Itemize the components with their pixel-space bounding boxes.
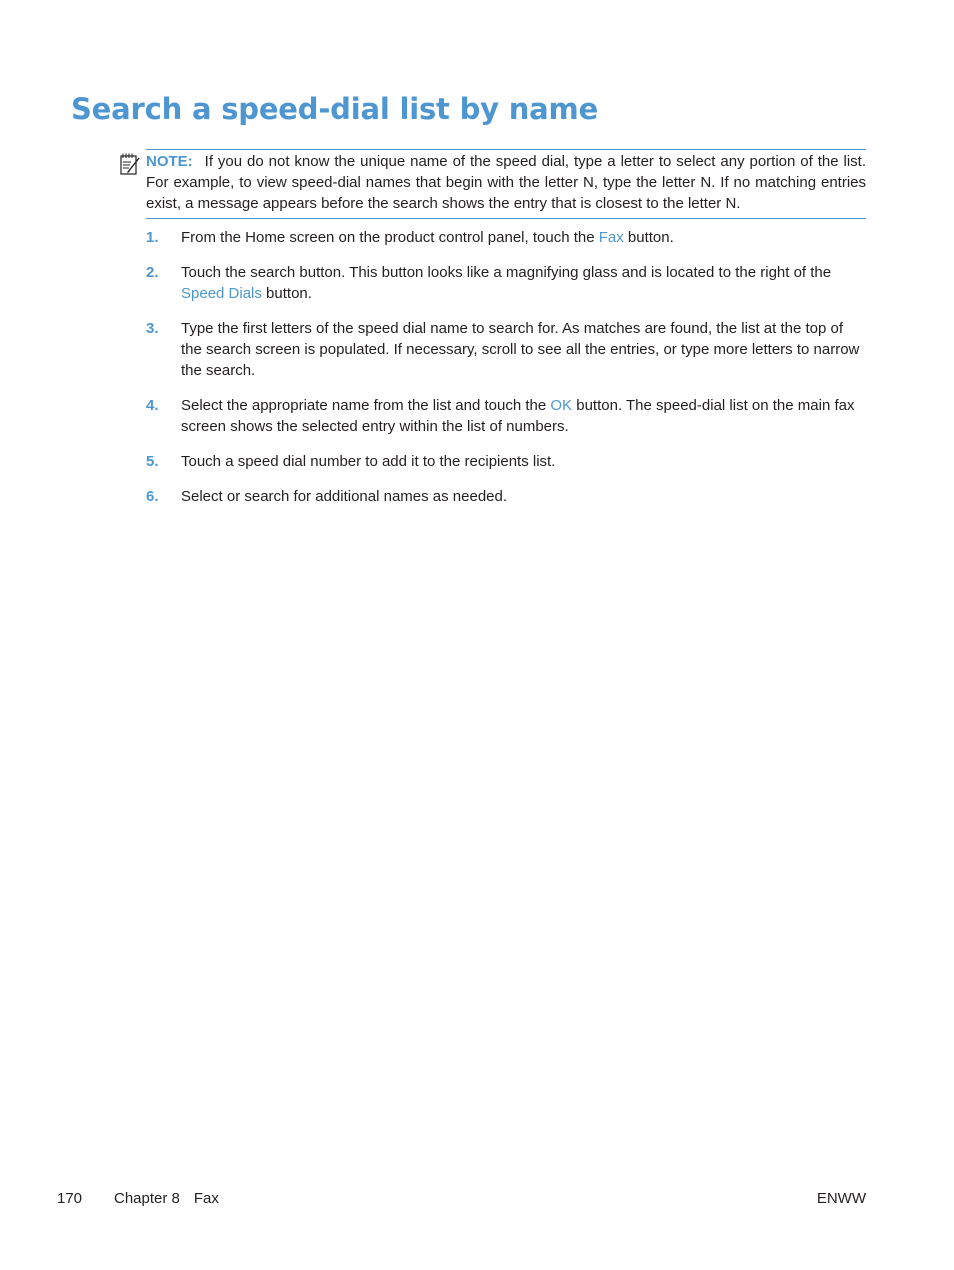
ui-term-ok: OK	[550, 397, 573, 414]
step-text: From the Home screen on the product control panel, touch the	[181, 229, 599, 246]
page-title: Search a speed-dial list by name	[71, 92, 599, 126]
note-text: If you do not know the unique name of the speed dial, type a letter to select any portion of the list. For example, to view speed-dial names that begin with the letter N, type the letter N. If no matching entries exist, a message appears before the search shows the entry that is closest to the letter N.	[146, 153, 866, 212]
step-number: 6.	[146, 488, 159, 505]
step-text: Touch a speed dial number to add it to the recipients list.	[181, 453, 556, 470]
step-number: 4.	[146, 397, 159, 414]
step-text-after: button. The speed-dial list on the main fax screen shows the selected entry within the list of numbers.	[181, 397, 855, 435]
step-text: Touch the search button. This button looks like a magnifying glass and is located to the right of the	[181, 264, 832, 281]
note-pad-icon	[119, 152, 141, 176]
step-text: Select the appropriate name from the list and touch the	[181, 397, 551, 414]
step-number: 1.	[146, 229, 159, 246]
locale-label: ENWW	[816, 1190, 866, 1207]
list-item	[146, 227, 866, 248]
list-item	[146, 451, 866, 472]
ui-term-fax: Fax	[598, 229, 624, 246]
note-label: NOTE:	[146, 153, 193, 170]
page-footer-left	[57, 1189, 219, 1209]
list-item	[146, 395, 866, 437]
ui-term-speed-dials: Speed Dials	[181, 285, 262, 302]
step-text-after: button.	[623, 229, 674, 246]
chapter-label: Chapter 8	[114, 1190, 180, 1207]
steps-list	[146, 227, 866, 521]
page-number: 170	[57, 1190, 83, 1207]
step-number: 2.	[146, 264, 159, 281]
section-label: Fax	[193, 1190, 219, 1207]
step-number: 5.	[146, 453, 159, 470]
list-item	[146, 486, 866, 507]
step-text: Type the first letters of the speed dial name to search for. As matches are found, the list at the top of the search screen is populated. If necessary, scroll to see all the entries, or type more letters to narrow the search.	[181, 320, 860, 379]
step-text: Select or search for additional names as needed.	[181, 488, 508, 505]
note-box	[146, 149, 866, 219]
step-number: 3.	[146, 320, 159, 337]
list-item	[146, 318, 866, 381]
list-item	[146, 262, 866, 304]
step-text-after: button.	[261, 285, 312, 302]
